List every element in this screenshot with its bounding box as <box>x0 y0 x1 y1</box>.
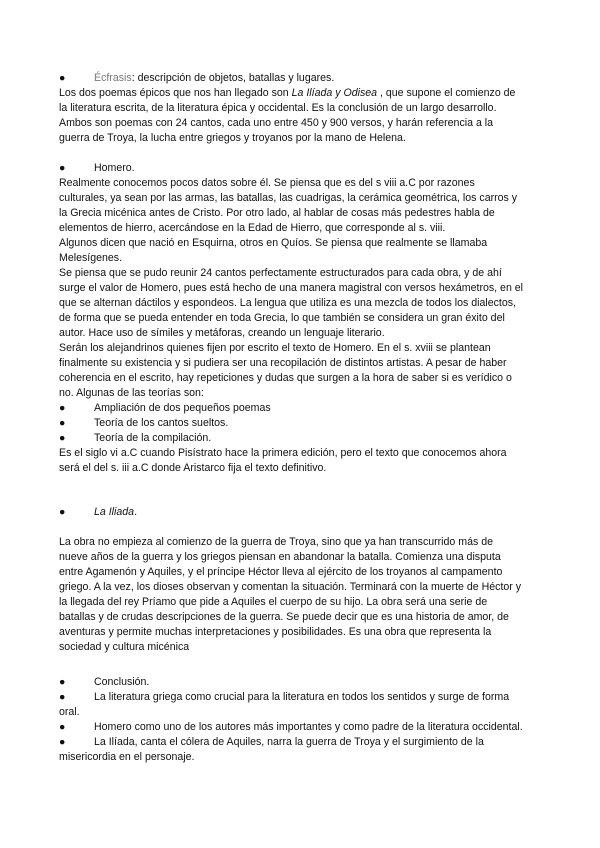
bullet-marker: ● <box>59 432 66 444</box>
section-homero-heading: Homero. <box>94 162 135 174</box>
bullet-marker: ● <box>59 676 66 688</box>
paragraph-line: autor. Hace uso de símiles y metáforas, creando un lenguaje literario. <box>59 327 385 339</box>
bullet-marker: ● <box>59 506 66 518</box>
bullet-marker: ● <box>59 691 66 703</box>
bullet-marker: ● <box>59 162 66 174</box>
bullet-marker: ● <box>59 417 66 429</box>
paragraph-line: Se piensa que se pudo reunir 24 cantos perfectamente estructurados para cada obra, y de ahí <box>59 267 502 279</box>
paragraph-line: Serán los alejandrinos quienes fijen por escrito el texto de Homero. En el s. xviii se plantean <box>59 342 491 354</box>
section-iliada-heading <box>94 505 137 520</box>
conclusion-item-continuation: misericordia en el personaje. <box>59 751 195 763</box>
paragraph-line: culturales, ya sean por las armas, las batallas, las cuadrigas, la cerámica geométrica, los carros y <box>59 192 518 204</box>
paragraph-line: entre Agamenón y Aquiles, y el príncipe Héctor lleva al ejército de los troyanos al campamento <box>59 566 503 578</box>
bullet-marker: ● <box>59 736 66 748</box>
conclusion-item: La Ilíada, canta el cólera de Aquiles, narra la guerra de Troya y el surgimiento de la <box>94 736 484 748</box>
paragraph-line: guerra de Troya, la lucha entre griegos y troyanos por la mano de Helena. <box>59 132 406 144</box>
paragraph-line: Algunos dicen que nació en Esquirna, otros en Quíos. Se piensa que realmente se llamaba <box>59 237 488 249</box>
text-span: Los dos poemas épicos que nos han llegado son <box>59 87 292 99</box>
paragraph-line: finalmente su existencia y si pudiera ser una recopilación de distintos artistas. A pesar de haber <box>59 357 507 369</box>
paragraph-line: la literatura escrita, de la literatura épica y occidental. Es la conclusión de un largo desarrollo. <box>59 102 497 114</box>
works-title: La Ilíada y Odisea <box>291 87 378 99</box>
text-span: . <box>134 506 138 518</box>
theory-item: Ampliación de dos pequeños poemas <box>94 402 271 414</box>
paragraph-line: nueve años de la guerra y los griegos piensan en abandonar la batalla. Comienza una disputa <box>59 551 501 563</box>
paragraph-line: griego. A la vez, los dioses observan y comentan la situación. Terminará con la muerte de Héctor y <box>59 581 522 593</box>
paragraph-line: elementos de hierro, acercándose en la Edad de Hierro, que corresponde al s. viii. <box>59 222 446 234</box>
conclusion-item: Homero como uno de los autores más importantes y como padre de la literatura occidental. <box>94 721 523 733</box>
paragraph-line: la Grecia micénica antes de Cristo. Por otro lado, al hablar de cosas más pedestres habla de <box>59 207 495 219</box>
theory-item: Teoría de los cantos sueltos. <box>94 417 229 429</box>
paragraph-line: no. Algunas de las teorías son: <box>59 387 204 399</box>
iliada-title: La Iliada <box>94 506 135 518</box>
paragraph-line: Melesígenes. <box>59 252 123 264</box>
bullet-marker: ● <box>59 721 66 733</box>
paragraph-line: será el del s. iii a.C donde Aristarco fija el texto definitivo. <box>59 462 327 474</box>
paragraph-line: de forma que se pueda entender en toda Grecia, lo que también se considera un gran éxito del <box>59 312 505 324</box>
paragraph-line: Realmente conocemos pocos datos sobre él. Se piensa que es del s viii a.C por razones <box>59 177 475 189</box>
conclusion-item-continuation: oral. <box>59 706 80 718</box>
paragraph-line: que se alternan dáctilos y espondeos. La lengua que utiliza es una mezcla de todos los dialectos, <box>59 297 517 309</box>
paragraph-line: aventuras y permite muchas interpretaciones y posibilidades. Es una obra que representa la <box>59 626 492 638</box>
paragraph-line: surge el valor de Homero, pues está hecho de una manera magistral con versos hexámetros, en el <box>59 282 524 294</box>
paragraph-line: la llegada del rey Príamo que pide a Aquiles el cuerpo de su hijo. La obra será una serie de <box>59 596 488 608</box>
paragraph-line: batallas y de crudas descripciones de la guerra. Se puede decir que es una historia de amor, de <box>59 611 509 623</box>
ecfrasis-definition: : descripción de objetos, batallas y lugares. <box>131 72 335 84</box>
paragraph-line: Es el siglo vi a.C cuando Pisístrato hace la primera edición, pero el texto que conocemos ahora <box>59 447 507 459</box>
paragraph-line: La obra no empieza al comienzo de la guerra de Troya, sino que ya han transcurrido más de <box>59 536 494 548</box>
theory-item: Teoría de la compilación. <box>94 432 212 444</box>
paragraph-line <box>59 86 515 101</box>
paragraph-line: sociedad y cultura micénica <box>59 641 190 653</box>
ecfrasis-term: Écfrasis <box>94 72 132 84</box>
conclusion-item: La literatura griega como crucial para la literatura en todos los sentidos y surge de forma <box>94 691 510 703</box>
bullet-marker: ● <box>59 402 66 414</box>
bullet-marker: ● <box>59 72 66 84</box>
section-conclusion-heading: Conclusión. <box>94 676 150 688</box>
paragraph-line: coherencia en el escrito, hay repeticiones y dudas que surgen a la hora de saber si es verídico o <box>59 372 512 384</box>
section-ecfrasis-heading <box>94 71 334 86</box>
paragraph-line: Ambos son poemas con 24 cantos, cada uno entre 450 y 900 versos, y harán referencia a la <box>59 117 494 129</box>
text-span: , que supone el comienzo de <box>377 87 516 99</box>
